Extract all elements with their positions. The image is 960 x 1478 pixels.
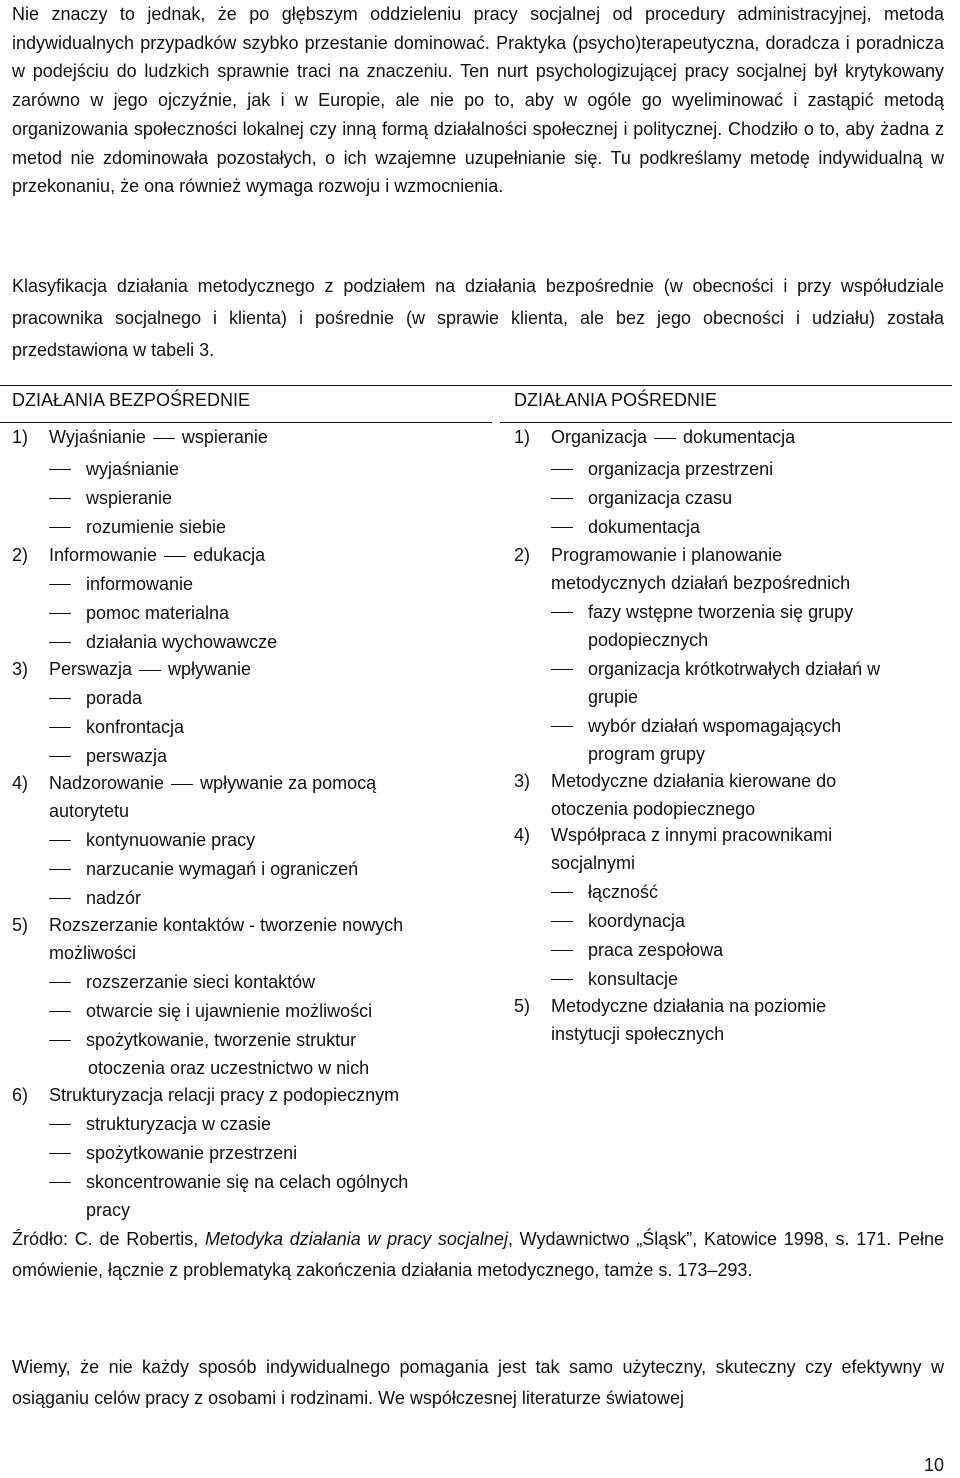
direct-actions-header: DZIAŁANIA BEZPOŚREDNIE xyxy=(12,390,251,410)
indirect-actions-header: DZIAŁANIA POŚREDNIE xyxy=(514,390,718,410)
item-number: 1) xyxy=(12,427,29,447)
item-text: Wyjaśnianie wspieranie xyxy=(49,427,268,447)
source-citation: Źródło: C. de Robertis, Metodyka działania w pracy socjalnej, Wydawnictwo „Śląsk”, Katowice 1998, s. 171. Pełne omówienie, łącznie z problematyką zakończenia działania metodycznego, tamże s. 173–293. xyxy=(12,1229,944,1280)
paragraph-intro: Nie znaczy to jednak, że po głębszym oddzieleniu pracy socjalnej od procedury administracyjnej, metoda indywidualnych przypadków szybko przestanie dominować. Praktyka (psycho)terapeutyczna, doradcza i poradnicza w podejściu do ludzkich sprawnie traci na znaczeniu. Ten nurt psychologizującej pracy socjalnej był krytykowany zarówno w jego ojczyźnie, jak i w Europie, ale nie po to, aby w ogóle go wyeliminować i zastąpić metodą organizowania społeczności lokalnej czy inną formą działalności społecznej i politycznej. Chodziło o to, aby żadna z metod nie zdominowała pozostałych, o ich wzajemne uzupełnianie się. Tu podkreślamy metodę indywidualną w przekonaniu, że ona również wymaga rozwoju i wzmocnienia. xyxy=(12,4,944,197)
page-number: 10 xyxy=(923,1455,944,1475)
methods-table: DZIAŁANIA BEZPOŚREDNIE 1) Wyjaśnianie wspieranie wyjaśnianie wspieranie rozumienie siebie 2) Informowanie edukacja informowanie pomoc materialna działania wychowawcze 3) Perswazja wpływanie porada konfrontacja perswazja 4) Nadzorowanie wpływanie za pomocą autorytetu kontynuowanie pracy narzucanie wymagań i ograniczeń nadzór 5) Rozszerzanie kontaktów - tworzenie nowych możliwości rozszerzanie sieci kontaktów otwarcie się i ujawnienie możliwości spożytkowanie, tworzenie struktur otoczenia oraz uczestnictwo w nich 6) Strukturyzacja relacji pracy z podopiecznym strukturyzacja w czasie spożytkowanie przestrzeni skoncentrowanie się na celach ogólnych pracy DZIAŁANIA POŚREDNIE 1) Organizacja dokumentacja organizacja przestrzeni organizacja czasu dokumentacja 2) Programowanie i planowanie metodycznych działań bezpośrednich fazy wstępne tworzenia się grupy podopiecznych organizacja krótkotrwałych działań w grupie wybór działań wspomagających program grupy 3) Metodyczne działania kierowane do otoczenia podopiecznego 4) Współpraca z innymi pracownikami socjalnymi łączność koordynacja praca zespołowa konsultacje 5) Metodyczne działania na poziomie instytucji społecznych xyxy=(0,385,960,1223)
table-top-rule xyxy=(0,385,952,386)
paragraph-closing: Wiemy, że nie każdy sposób indywidualnego pomagania jest tak samo użyteczny, skuteczny czy efektywny w osiąganiu celów pracy z osobami i rodzinami. We współczesnej literaturze światowej xyxy=(12,1357,944,1408)
paragraph-classification: Klasyfikacja działania metodycznego z podziałem na działania bezpośrednie (w obecności i przy współudziale pracownika socjalnego i klienta) i pośrednie (w sprawie klienta, ale bez jego obecności i udziału) została przedstawiona w tabeli 3. xyxy=(12,276,944,360)
